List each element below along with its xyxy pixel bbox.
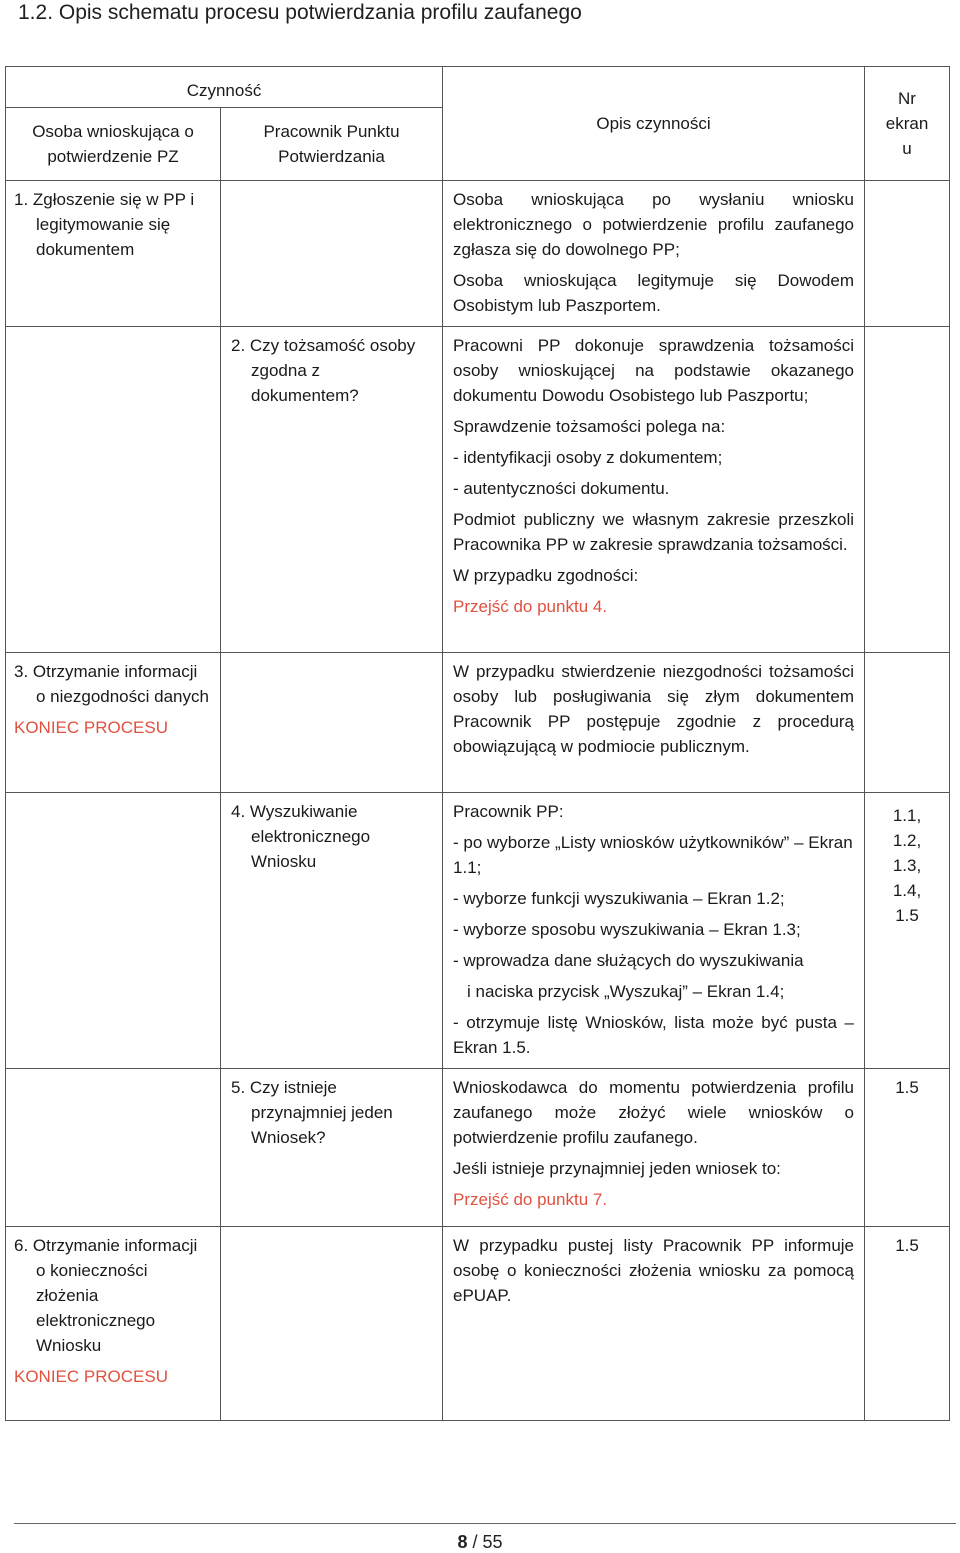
cell-description [443,327,865,653]
header-row-group [6,67,950,108]
header-screen-number-label: Nr ekran u [885,89,929,158]
description-paragraph: Pracowni PP dokonuje sprawdzenia tożsamości osoby wnioskującej na podstawie okazanego dokumentu Dowodu Osobistego lub Paszportu; [453,336,855,405]
cell-screen-number [865,327,950,653]
cell-description [443,793,865,1069]
screen-number-list: 1.1, 1.2, 1.3, 1.4, 1.5 [892,806,922,925]
description-paragraph: i naciska przycisk „Wyszukaj” – Ekran 1.4; [467,982,785,1001]
page-separator: / [472,1532,478,1552]
cell-worker [221,793,443,1069]
description-paragraph: - wprowadza dane służących do wyszukiwania [453,951,804,970]
description-paragraph: W przypadku zgodności: [453,566,639,585]
step-text: 4. Wyszukiwanie elektronicznego Wniosku [231,802,371,871]
cell-screen-number [865,1227,950,1421]
header-screen-number [865,67,950,181]
cell-worker [221,1069,443,1227]
process-table [5,66,950,1421]
table-row [6,181,950,327]
step-text: 2. Czy tożsamość osoby zgodna z dokumentem? [231,336,416,405]
cell-description [443,181,865,327]
description-paragraph: Podmiot publiczny we własnym zakresie przeszkoli Pracownika PP w zakresie sprawdzania tożsamości. [453,510,855,554]
screen-number: 1.5 [895,1236,919,1255]
total-pages-number: 55 [482,1532,503,1552]
footer-divider [14,1523,956,1524]
cell-applicant [6,181,221,327]
description-paragraph: - autentyczności dokumentu. [453,479,670,498]
description-paragraph: - wyborze sposobu wyszukiwania – Ekran 1.3; [453,920,801,939]
table-row [6,1069,950,1227]
goto-step-link: Przejść do punktu 7. [453,1190,608,1209]
table-row [6,793,950,1069]
header-worker: Pracownik Punktu Potwierdzania [221,108,443,181]
header-applicant: Osoba wnioskująca o potwierdzenie PZ [6,108,221,181]
step-text: 5. Czy istnieje przynajmniej jeden Wniosek? [231,1078,393,1147]
cell-screen-number [865,793,950,1069]
description-paragraph: Pracownik PP: [453,802,564,821]
cell-worker [221,1227,443,1421]
description-paragraph: - po wyborze „Listy wniosków użytkowników” – Ekran 1.1; [453,833,853,877]
cell-worker [221,181,443,327]
cell-applicant [6,653,221,793]
cell-worker [221,327,443,653]
description-paragraph: Osoba wnioskująca po wysłaniu wniosku elektronicznego o potwierdzenie profilu zaufanego zgłasza się do dowolnego PP; [453,190,855,259]
cell-description [443,1227,865,1421]
description-paragraph: - identyfikacji osoby z dokumentem; [453,448,723,467]
cell-worker [221,653,443,793]
end-of-process-label: KONIEC PROCESU [14,718,168,737]
table-row [6,327,950,653]
cell-screen-number [865,653,950,793]
step-text: 6. Otrzymanie informacji o konieczności złożenia elektronicznego Wniosku [14,1236,198,1355]
description-paragraph: - otrzymuje listę Wniosków, lista może być pusta – Ekran 1.5. [453,1013,855,1057]
cell-screen-number [865,181,950,327]
table-row [6,653,950,793]
description-paragraph: W przypadku stwierdzenie niezgodności tożsamości osoby lub posługiwania się złym dokumentem Pracownik PP postępuje zgodnie z procedurą obowiązującą w podmiocie publicznym. [453,662,855,756]
cell-screen-number [865,1069,950,1227]
description-paragraph: Osoba wnioskująca legitymuje się Dowodem Osobistym lub Paszportem. [453,271,855,315]
page-footer [0,1532,960,1553]
description-paragraph: W przypadku pustej listy Pracownik PP informuje osobę o konieczności złożenia wniosku za pomocą ePUAP. [453,1236,855,1305]
section-title: 1.2. Opis schematu procesu potwierdzania profilu zaufanego [18,1,582,24]
cell-applicant [6,1227,221,1421]
table-row [6,1227,950,1421]
step-text: 3. Otrzymanie informacji o niezgodności danych [14,662,209,706]
end-of-process-label: KONIEC PROCESU [14,1367,168,1386]
header-description: Opis czynności [443,67,865,181]
description-paragraph: Jeśli istnieje przynajmniej jeden wniosek to: [453,1159,781,1178]
current-page-number: 8 [457,1532,468,1552]
description-paragraph: - wyborze funkcji wyszukiwania – Ekran 1.2; [453,889,785,908]
description-paragraph: Wnioskodawca do momentu potwierdzenia profilu zaufanego może złożyć wiele wniosków o potwierdzenie profilu zaufanego. [453,1078,855,1147]
cell-applicant [6,1069,221,1227]
screen-number: 1.5 [895,1078,919,1097]
cell-applicant [6,793,221,1069]
description-paragraph: Sprawdzenie tożsamości polega na: [453,417,726,436]
goto-step-link: Przejść do punktu 4. [453,597,608,616]
cell-description [443,1069,865,1227]
header-group-activity: Czynność [6,67,443,108]
step-text: 1. Zgłoszenie się w PP i legitymowanie się dokumentem [14,190,195,259]
cell-applicant [6,327,221,653]
cell-description [443,653,865,793]
